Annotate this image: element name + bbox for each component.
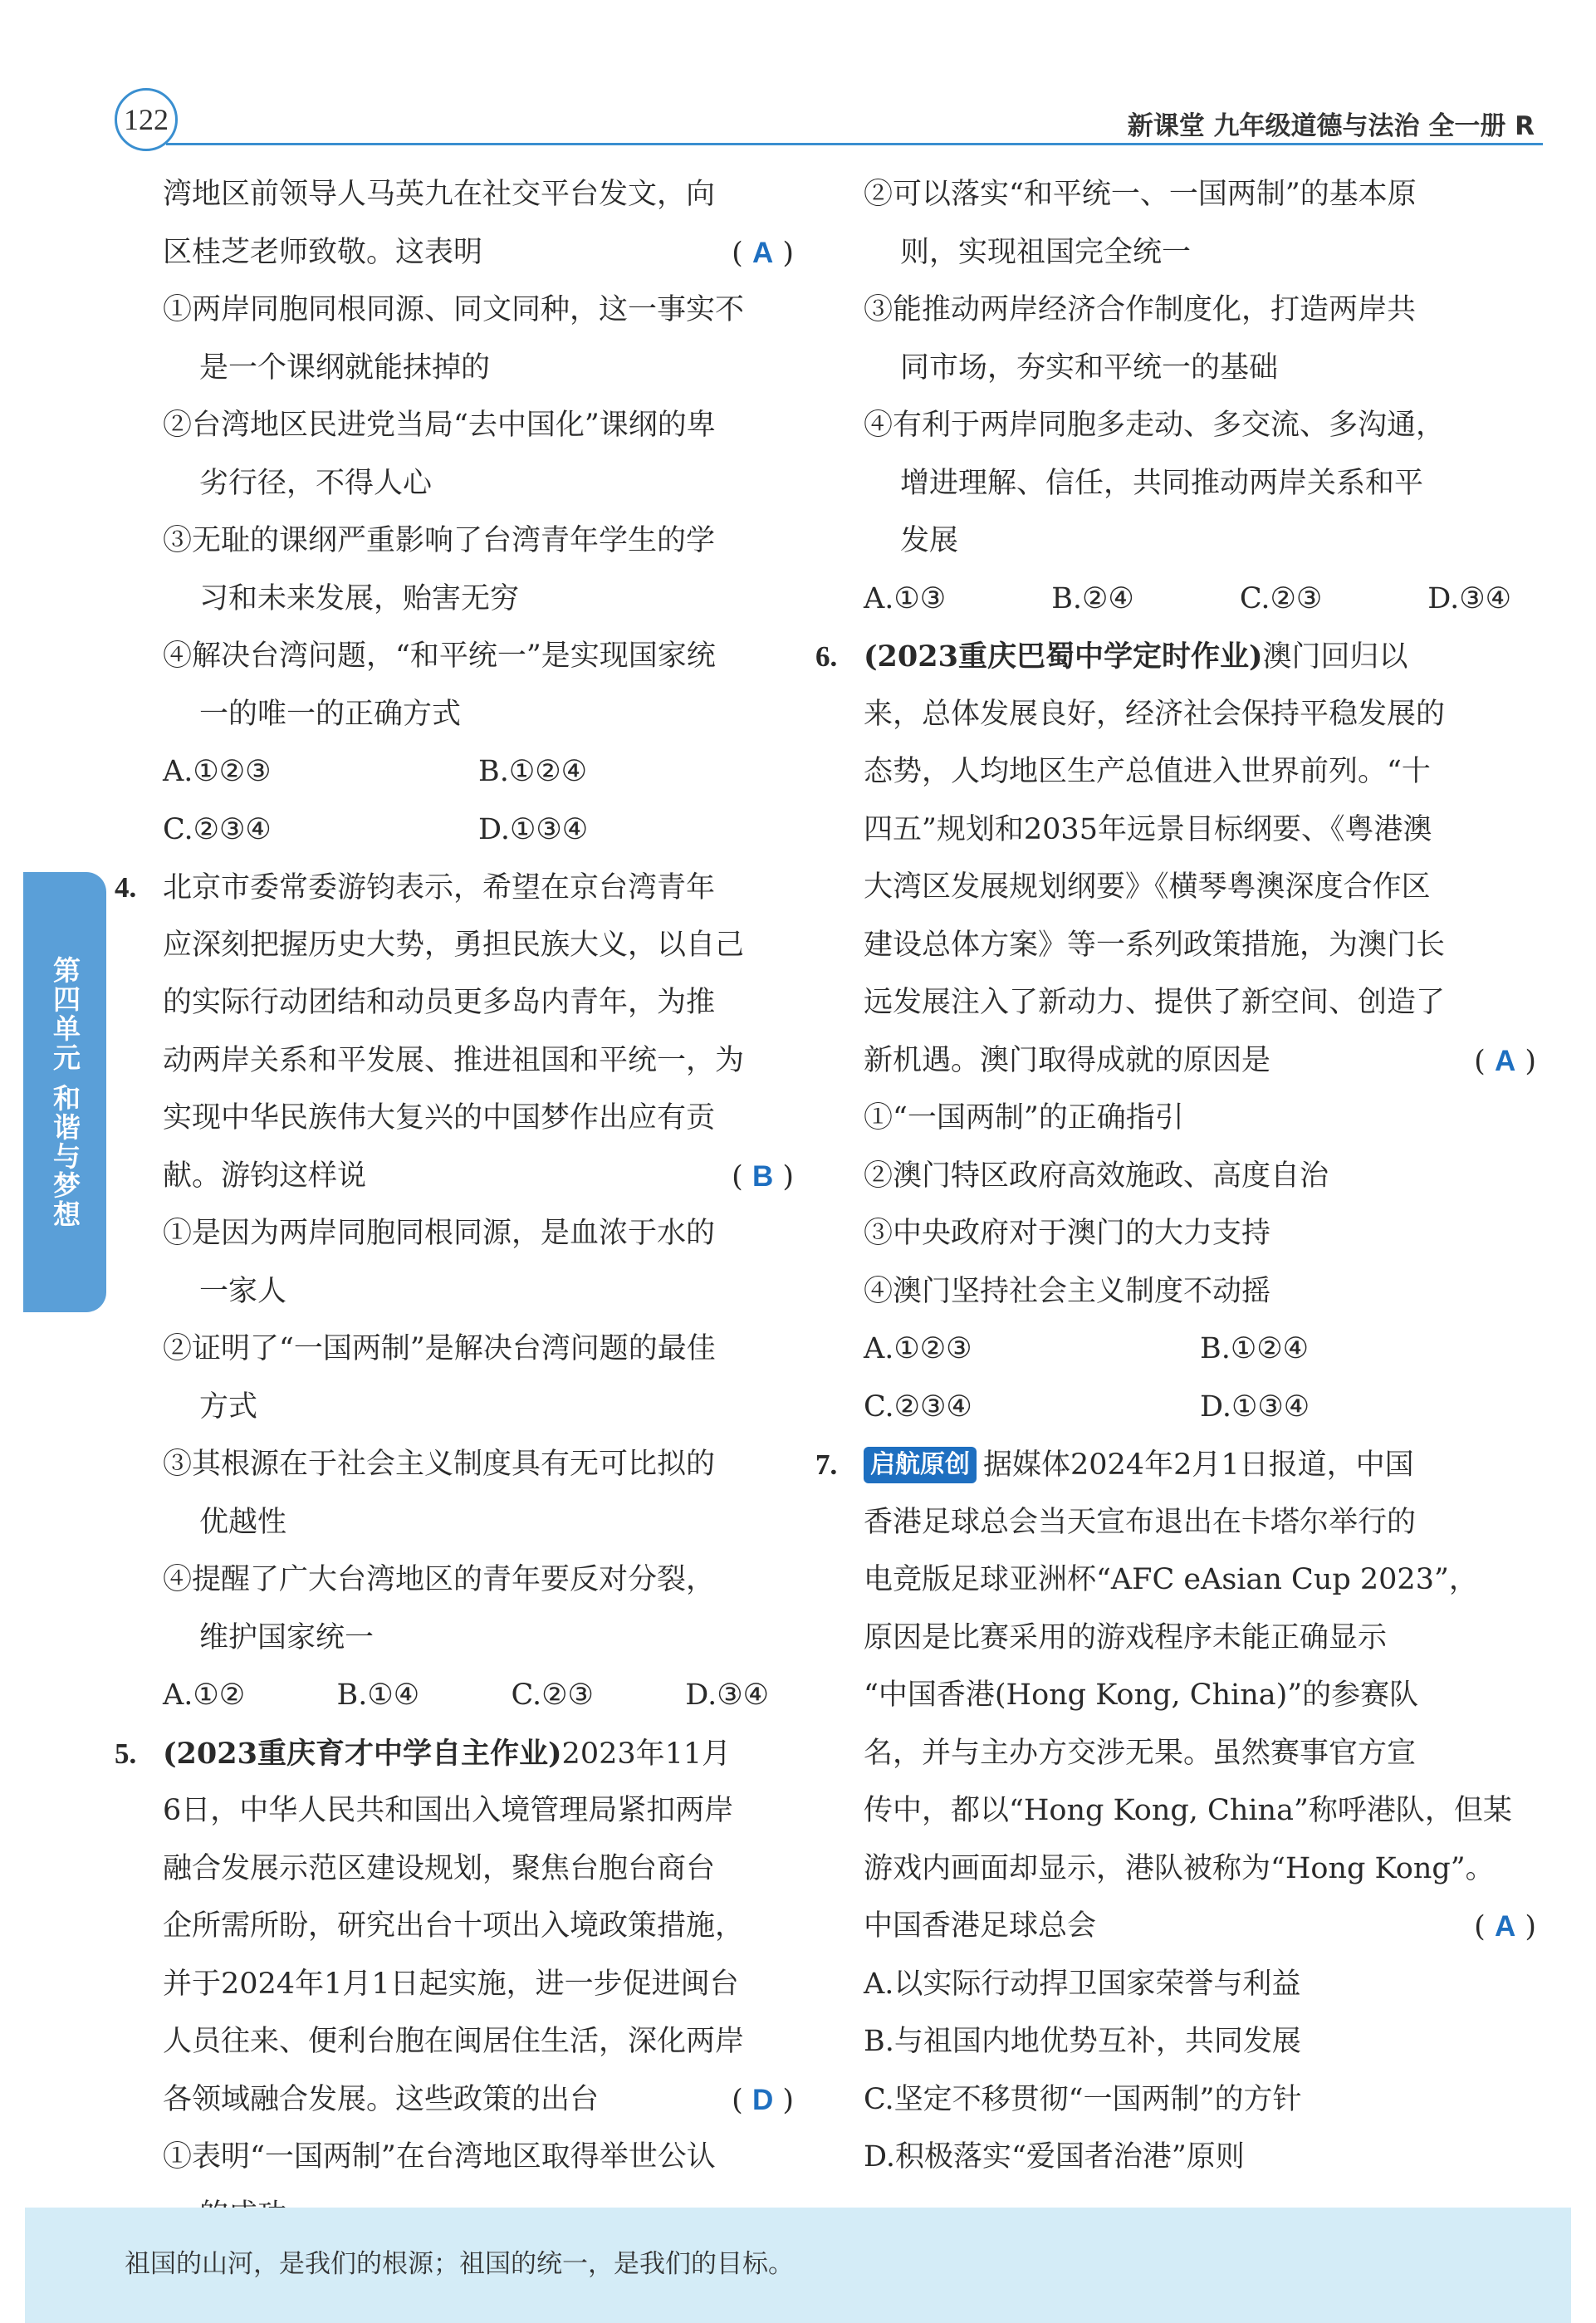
header-rule: [166, 143, 1543, 145]
option-b: B.①②④: [1200, 1332, 1309, 1365]
option-d: D.①③④: [1200, 1389, 1310, 1424]
question-source: (2023重庆巴蜀中学定时作业): [864, 640, 1263, 674]
text-line: 名，并与主办方交涉无果。虽然赛事官方宣: [864, 1736, 1417, 1770]
text-line: 6日，中华人民共和国出入境管理局紧扣两岸: [163, 1794, 734, 1827]
answer-options: [864, 1321, 1536, 1379]
text-line: 建设总体方案》等一系列政策措施，为澳门长: [864, 928, 1446, 962]
question-number: 7.: [815, 1448, 838, 1481]
text-line: 态势，人均地区生产总值进入世界前列。“十: [864, 755, 1431, 788]
text-line: 游戏内画面却显示，港队被称为“Hong Kong”。: [864, 1851, 1495, 1885]
option-d: D.①③④: [478, 812, 589, 846]
choice-item-cont: 增进理解、信任，共同推动两岸关系和平: [900, 466, 1424, 500]
option-b: B.①②④: [478, 755, 587, 788]
option-d: D.③④: [685, 1679, 769, 1712]
answer-options: [163, 743, 794, 801]
choice-item: ④提醒了广大台湾地区的青年要反对分裂，: [163, 1563, 716, 1596]
choice-item: ②证明了“一国两制”是解决台湾问题的最佳: [163, 1332, 716, 1365]
text-line: 新机遇。澳门取得成就的原因是 ( A ): [864, 1032, 1536, 1090]
text-line: 献。游钧这样说 ( B ): [163, 1148, 794, 1206]
choice-item-cont: 同市场，夯实和平统一的基础: [900, 350, 1279, 385]
choice-item: ①是因为两岸同胞同根同源，是血浓于水的: [163, 1217, 716, 1250]
option-b: B.①④: [336, 1679, 420, 1712]
option-b: B.②④: [1051, 581, 1134, 615]
choice-item-cont: 一的唯一的正确方式: [199, 697, 462, 731]
text-line: 融合发展示范区建设规划，聚焦台胞台商台: [163, 1851, 716, 1885]
option-c: C.②③④: [163, 812, 272, 846]
answer-bracket: ( A ): [732, 236, 794, 270]
answer-bracket: ( D ): [732, 2083, 794, 2117]
text-line: 的实际行动团结和动员更多岛内青年，为推: [163, 986, 716, 1019]
option-c: C.②③④: [864, 1389, 972, 1424]
choice-item: ③其根源在于社会主义制度具有无可比拟的: [163, 1448, 716, 1481]
choice-item-cont: 劣行径，不得人心: [199, 466, 433, 500]
text-line: 应深刻把握历史大势，勇担民族大义，以自己: [163, 928, 745, 962]
text-line: 人员往来、便利台胞在闽居住生活，深化两岸: [163, 2025, 745, 2058]
question-5-stem: 5. (2023重庆育才中学自主作业)2023年11月: [163, 1725, 794, 1783]
answer-letter: D: [751, 2083, 774, 2116]
choice-item: ③无耻的课纲严重影响了台湾青年学生的学: [163, 524, 716, 557]
text-line: 四五”规划和2035年远景目标纲要、《粤港澳: [864, 812, 1432, 846]
text-line: 远发展注入了新动力、提供了新空间、创造了: [864, 986, 1446, 1019]
text-line: “中国香港(Hong Kong, China)”的参赛队: [864, 1679, 1419, 1712]
text-line: 香港足球总会当天宣布退出在卡塔尔举行的: [864, 1505, 1417, 1539]
unit-theme: 和谐与梦想: [49, 1083, 81, 1229]
choice-item-cont: 发展: [900, 524, 959, 557]
option-d: D.③④: [1427, 581, 1511, 615]
option-c: C.坚定不移贯彻“一国两制”的方针: [864, 2082, 1302, 2116]
text-line: 电竞版足球亚洲杯“AFC eAsian Cup 2023”，: [864, 1563, 1478, 1596]
choice-item-cont: 方式: [199, 1389, 258, 1424]
choice-item-cont: 一家人: [199, 1274, 287, 1308]
text-line: 中国香港足球总会 ( A ): [864, 1898, 1536, 1956]
option-a: A.①②③: [163, 755, 272, 788]
choice-item: ②台湾地区民进党当局“去中国化”课纲的卑: [163, 409, 716, 442]
question-source: (2023重庆育才中学自主作业): [163, 1736, 562, 1771]
answer-bracket: ( A ): [1474, 1044, 1536, 1078]
option-d: D.积极落实“爱国者治港”原则: [864, 2140, 1245, 2174]
left-column: [115, 166, 794, 2244]
option-a: A.以实际行动捍卫国家荣誉与利益: [864, 1967, 1301, 2001]
option-b: B.与祖国内地优势互补，共同发展: [864, 2025, 1301, 2058]
question-number: 6.: [815, 640, 838, 673]
choice-item-cont: 是一个课纲就能抹掉的: [199, 350, 491, 385]
choice-item: ④有利于两岸同胞多走动、多交流、多沟通，: [864, 409, 1446, 442]
choice-item: ③能推动两岸经济合作制度化，打造两岸共: [864, 293, 1417, 326]
text-line: 区桂芝老师致敬。这表明 ( A ): [163, 224, 794, 282]
answer-bracket: ( B ): [732, 1159, 794, 1193]
choice-item: ②可以落实“和平统一、一国两制”的基本原: [864, 178, 1417, 211]
option-a: A.①②: [163, 1679, 246, 1712]
answer-letter: A: [1494, 1910, 1516, 1943]
option-a: A.①②③: [864, 1332, 972, 1365]
original-badge: 启航原创: [864, 1447, 977, 1483]
text-line: 原因是比赛采用的游戏程序未能正确显示: [864, 1620, 1388, 1654]
choice-item-cont: 优越性: [199, 1505, 287, 1539]
choice-item: ④澳门坚持社会主义制度不动摇: [864, 1274, 1271, 1308]
text-line: 各领域融合发展。这些政策的出台 ( D ): [163, 2071, 794, 2129]
question-6-stem: 6. (2023重庆巴蜀中学定时作业)澳门回归以: [864, 628, 1536, 686]
answer-options: [864, 571, 1536, 629]
answer-bracket: ( A ): [1474, 1910, 1536, 1943]
question-number: 4.: [115, 871, 137, 904]
choice-item-cont: 习和未来发展，贻害无穷: [199, 581, 520, 615]
choice-item: ①两岸同胞同根同源、同文同种，这一事实不: [163, 293, 745, 326]
text-line: 传中，都以“Hong Kong, China”称呼港队，但某: [864, 1794, 1512, 1827]
choice-item: ③中央政府对于澳门的大力支持: [864, 1217, 1271, 1250]
answer-letter: B: [751, 1159, 774, 1193]
answer-letter: A: [751, 236, 774, 269]
choice-item: ②澳门特区政府高效施政、高度自治: [864, 1159, 1329, 1193]
answer-options: [163, 801, 794, 860]
unit-label: 第四单元: [49, 955, 81, 1072]
text-line: 来，总体发展良好，经济社会保持平稳发展的: [864, 697, 1446, 731]
text-line: 并于2024年1月1日起实施，进一步促进闽台: [163, 1967, 739, 2001]
question-4-stem: 4. 北京市委常委游钧表示，希望在京台湾青年: [163, 859, 794, 917]
text-line: 动两岸关系和平发展、推进祖国和平统一，为: [163, 1043, 745, 1077]
choice-item-cont: 则，实现祖国完全统一: [900, 235, 1192, 269]
text-line: 大湾区发展规划纲要》《横琴粤澳深度合作区: [864, 870, 1431, 904]
answer-letter: A: [1494, 1044, 1516, 1077]
text-line: 实现中华民族伟大复兴的中国梦作出应有贡: [163, 1101, 716, 1135]
choice-item-cont: 维护国家统一: [199, 1620, 375, 1654]
answer-options: [163, 1667, 794, 1725]
text-line: 湾地区前领导人马英九在社交平台发文，向: [163, 178, 716, 211]
answer-options: [864, 1379, 1536, 1437]
question-number: 5.: [115, 1737, 137, 1770]
header-title: 新课堂 九年级道德与法治 全一册 R: [1127, 111, 1535, 141]
option-c: C.②③: [1239, 581, 1323, 615]
question-7-stem: 7. 启航原创 据媒体2024年2月1日报道，中国: [864, 1436, 1536, 1494]
text-line: 企所需所盼，研究出台十项出入境政策措施，: [163, 1909, 745, 1943]
page-number: 122: [115, 88, 178, 151]
option-c: C.②③: [511, 1679, 594, 1712]
right-column: [815, 166, 1536, 2187]
choice-item: ①“一国两制”的正确指引: [864, 1101, 1184, 1135]
option-a: A.①③: [864, 581, 947, 615]
unit-side-tab: [23, 872, 106, 1312]
choice-item: ④解决台湾问题，“和平统一”是实现国家统: [163, 640, 716, 673]
choice-item: ①表明“一国两制”在台湾地区取得举世公认: [163, 2140, 716, 2174]
footer-quote: 祖国的山河，是我们的根源；祖国的统一，是我们的目标。: [125, 2249, 794, 2279]
